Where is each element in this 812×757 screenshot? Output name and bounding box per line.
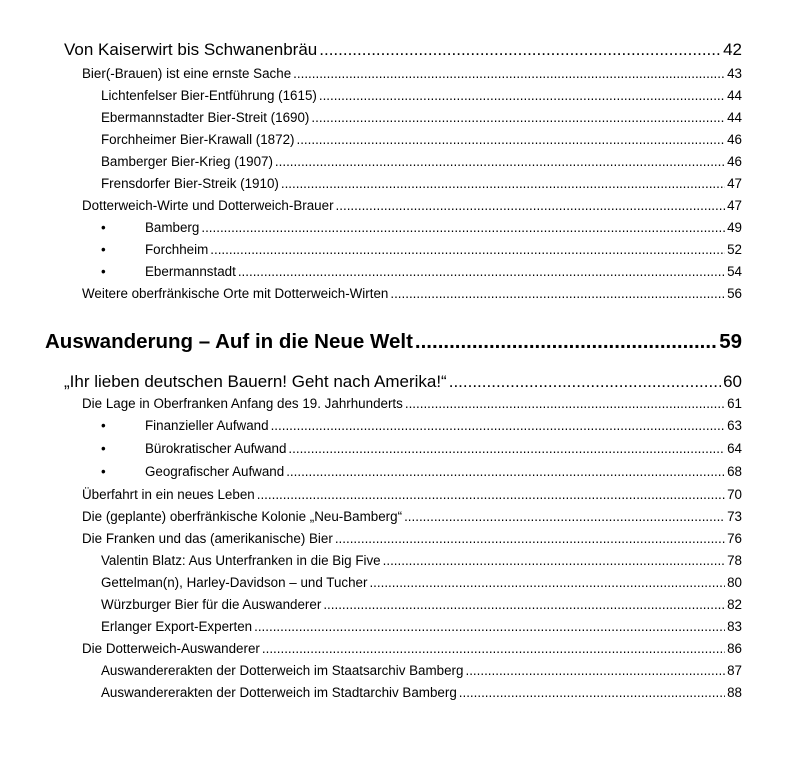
toc-entry-page-number: 87 bbox=[727, 663, 742, 678]
dot-leader bbox=[405, 396, 725, 411]
toc-entry-page-number: 49 bbox=[727, 220, 742, 235]
toc-entry[interactable] bbox=[101, 220, 742, 235]
dot-leader bbox=[449, 372, 721, 392]
toc-entry-page-number: 54 bbox=[727, 264, 742, 279]
dot-leader bbox=[459, 685, 725, 700]
toc-entry-title: Finanzieller Aufwand bbox=[145, 418, 269, 433]
dot-leader bbox=[286, 464, 725, 479]
toc-entry[interactable] bbox=[101, 619, 742, 634]
dot-leader bbox=[319, 40, 721, 60]
dot-leader bbox=[336, 198, 726, 213]
toc-entry[interactable] bbox=[101, 418, 742, 433]
dot-leader bbox=[254, 619, 725, 634]
toc-entry-page-number: 70 bbox=[727, 487, 742, 502]
toc-entry[interactable] bbox=[101, 132, 742, 147]
dot-leader bbox=[275, 154, 725, 169]
toc-entry-page-number: 61 bbox=[727, 396, 742, 411]
bullet-icon bbox=[101, 441, 145, 456]
dot-leader bbox=[281, 176, 725, 191]
toc-entry-page-number: 88 bbox=[727, 685, 742, 700]
toc-entry[interactable] bbox=[64, 40, 742, 60]
toc-entry[interactable] bbox=[101, 685, 742, 700]
toc-entry[interactable] bbox=[101, 597, 742, 612]
toc-entry-title: Bürokratischer Aufwand bbox=[145, 441, 287, 456]
toc-entry[interactable] bbox=[101, 110, 742, 125]
toc-entry-title: Bier(-Brauen) ist eine ernste Sache bbox=[82, 66, 292, 81]
dot-leader bbox=[262, 641, 725, 656]
dot-leader bbox=[210, 242, 725, 257]
toc-entry[interactable] bbox=[82, 487, 742, 502]
dot-leader bbox=[271, 418, 726, 433]
toc-entry-page-number: 44 bbox=[727, 110, 742, 125]
toc-entry[interactable] bbox=[101, 464, 742, 479]
toc-entry-page-number: 73 bbox=[727, 509, 742, 524]
dot-leader bbox=[323, 597, 725, 612]
toc-entry-title: Lichtenfelser Bier-Entführung (1615) bbox=[101, 88, 317, 103]
toc-entry[interactable] bbox=[82, 396, 742, 411]
bullet-icon bbox=[101, 220, 145, 235]
toc-entry-page-number: 63 bbox=[727, 418, 742, 433]
toc-entry[interactable] bbox=[82, 531, 742, 546]
toc-entry-title: Dotterweich-Wirte und Dotterweich-Brauer bbox=[82, 198, 334, 213]
toc-entry[interactable] bbox=[82, 66, 742, 81]
toc-entry-page-number: 59 bbox=[719, 330, 742, 353]
toc-entry-page-number: 80 bbox=[727, 575, 742, 590]
toc-entry-page-number: 43 bbox=[727, 66, 742, 81]
toc-entry-page-number: 52 bbox=[727, 242, 742, 257]
toc-entry-title: Geografischer Aufwand bbox=[145, 464, 285, 479]
toc-entry-title: Auswandererakten der Dotterweich im Stadtarchiv Bamberg bbox=[101, 685, 457, 700]
bullet-icon bbox=[101, 464, 145, 479]
toc-entry-title: Forchheim bbox=[145, 242, 209, 257]
toc-entry-page-number: 46 bbox=[727, 132, 742, 147]
bullet-icon bbox=[101, 264, 145, 279]
toc-entry-title: Die Franken und das (amerikanische) Bier bbox=[82, 531, 333, 546]
toc-entry[interactable] bbox=[82, 198, 742, 213]
dot-leader bbox=[201, 220, 725, 235]
toc-entry-title: Frensdorfer Bier-Streik (1910) bbox=[101, 176, 279, 191]
dot-leader bbox=[415, 330, 717, 354]
toc-entry-page-number: 56 bbox=[727, 286, 742, 301]
dot-leader bbox=[257, 487, 725, 502]
dot-leader bbox=[383, 553, 725, 568]
toc-entry[interactable] bbox=[101, 154, 742, 169]
toc-entry[interactable] bbox=[101, 242, 742, 257]
toc-entry-page-number: 46 bbox=[727, 154, 742, 169]
toc-entry-page-number: 44 bbox=[727, 88, 742, 103]
toc-entry[interactable] bbox=[101, 575, 742, 590]
toc-entry-page-number: 82 bbox=[727, 597, 742, 612]
toc-entry-page-number: 64 bbox=[727, 441, 742, 456]
toc-entry[interactable] bbox=[64, 372, 742, 392]
toc-entry-title: Die Dotterweich-Auswanderer bbox=[82, 641, 260, 656]
toc-entry[interactable] bbox=[101, 264, 742, 279]
toc-entry[interactable] bbox=[101, 553, 742, 568]
toc-entry-title: Die (geplante) oberfränkische Kolonie „Neu-Bamberg“ bbox=[82, 509, 403, 524]
toc-entry-title: Valentin Blatz: Aus Unterfranken in die Big Five bbox=[101, 553, 381, 568]
dot-leader bbox=[311, 110, 725, 125]
toc-entry-title: Die Lage in Oberfranken Anfang des 19. Jahrhunderts bbox=[82, 396, 403, 411]
dot-leader bbox=[319, 88, 725, 103]
toc-entry[interactable] bbox=[101, 88, 742, 103]
toc-entry-title: Gettelman(n), Harley-Davidson – und Tucher bbox=[101, 575, 368, 590]
toc-entry[interactable] bbox=[101, 441, 742, 456]
toc-entry-page-number: 76 bbox=[727, 531, 742, 546]
dot-leader bbox=[293, 66, 725, 81]
toc-entry-title: Würzburger Bier für die Auswanderer bbox=[101, 597, 322, 612]
toc-entry-title: Auswanderung – Auf in die Neue Welt bbox=[45, 330, 413, 353]
toc-entry-page-number: 42 bbox=[723, 40, 742, 59]
toc-entry-title: Auswandererakten der Dotterweich im Staatsarchiv Bamberg bbox=[101, 663, 464, 678]
toc-entry-title: Ebermannstadt bbox=[145, 264, 236, 279]
toc-entry-title: Weitere oberfränkische Orte mit Dotterweich-Wirten bbox=[82, 286, 389, 301]
dot-leader bbox=[238, 264, 725, 279]
dot-leader bbox=[369, 575, 725, 590]
toc-entry-page-number: 68 bbox=[727, 464, 742, 479]
toc-entry-title: Forchheimer Bier-Krawall (1872) bbox=[101, 132, 295, 147]
toc-entry-title: Bamberger Bier-Krieg (1907) bbox=[101, 154, 273, 169]
toc-entry-page-number: 47 bbox=[727, 198, 742, 213]
toc-entry-page-number: 47 bbox=[727, 176, 742, 191]
toc-entry[interactable] bbox=[101, 176, 742, 191]
dot-leader bbox=[404, 509, 725, 524]
toc-entry[interactable] bbox=[82, 286, 742, 301]
dot-leader bbox=[390, 286, 725, 301]
toc-entry[interactable] bbox=[101, 663, 742, 678]
dot-leader bbox=[465, 663, 725, 678]
toc-entry-title: Bamberg bbox=[145, 220, 200, 235]
toc-entry-title: Von Kaiserwirt bis Schwanenbräu bbox=[64, 40, 318, 59]
dot-leader bbox=[335, 531, 725, 546]
dot-leader bbox=[288, 441, 725, 456]
toc-entry[interactable] bbox=[45, 330, 742, 354]
toc-entry-title: Erlanger Export-Experten bbox=[101, 619, 253, 634]
toc-entry-title: „Ihr lieben deutschen Bauern! Geht nach Amerika!“ bbox=[64, 372, 447, 391]
toc-entry[interactable] bbox=[82, 509, 742, 524]
bullet-icon bbox=[101, 242, 145, 257]
dot-leader bbox=[296, 132, 725, 147]
toc-entry-page-number: 78 bbox=[727, 553, 742, 568]
toc-entry-title: Überfahrt in ein neues Leben bbox=[82, 487, 255, 502]
bullet-icon bbox=[101, 418, 145, 433]
toc-entry-title: Ebermannstadter Bier-Streit (1690) bbox=[101, 110, 310, 125]
toc-entry-page-number: 86 bbox=[727, 641, 742, 656]
toc-entry[interactable] bbox=[82, 641, 742, 656]
toc-entry-page-number: 83 bbox=[727, 619, 742, 634]
toc-entry-page-number: 60 bbox=[723, 372, 742, 391]
